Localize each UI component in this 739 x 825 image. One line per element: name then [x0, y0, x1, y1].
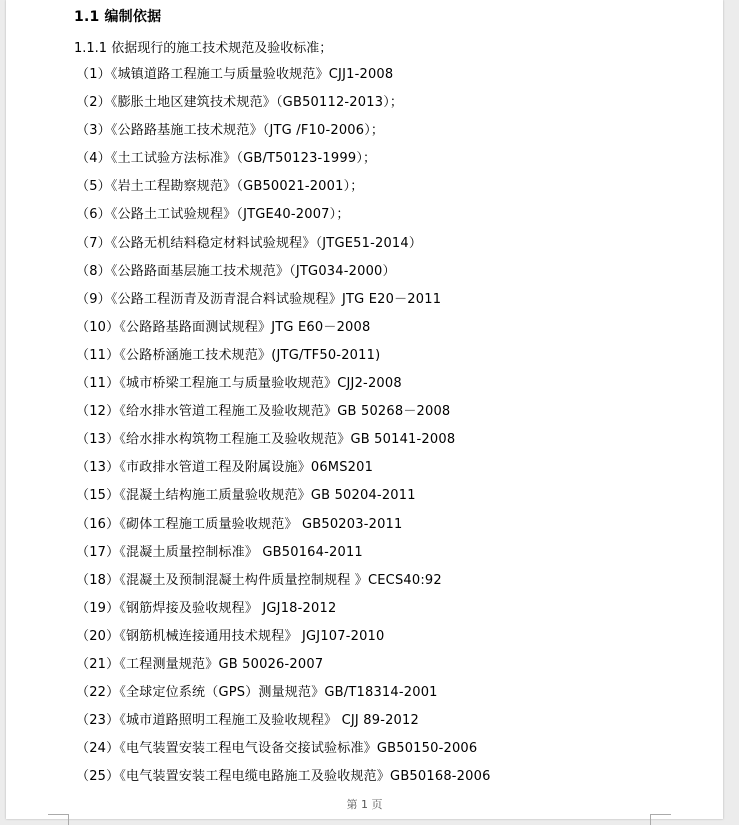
- document-page: [6, 0, 723, 819]
- reference-item: （1）《城镇道路工程施工与质量验收规范》CJJ1-2008: [76, 67, 394, 82]
- reference-item: （3）《公路路基施工技术规范》（JTG /F10-2006）；: [76, 123, 385, 139]
- reference-item: （5）《岩土工程勘察规范》（GB50021-2001）；: [76, 179, 364, 195]
- reference-item: （17）《混凝土质量控制标准》 GB50164-2011: [76, 544, 363, 560]
- reference-item: （13）《给水排水构筑物工程施工及验收规范》GB 50141-2008: [76, 432, 456, 448]
- reference-item: （6）《公路土工试验规程》（JTGE40-2007）；: [76, 207, 350, 223]
- reference-item: （11）《公路桥涵施工技术规范》(JTG/TF50-2011): [76, 347, 381, 363]
- page-number-footer: 第 1 页: [346, 798, 383, 811]
- reference-item: （16）《砌体工程施工质量验收规范》 GB50203-2011: [76, 516, 403, 532]
- reference-list: [76, 64, 491, 794]
- reference-item: （4）《土工试验方法标准》（GB/T50123-1999）；: [76, 151, 377, 167]
- reference-item: （21）《工程测量规范》GB 50026-2007: [76, 656, 324, 672]
- section-heading: 1.1 编制依据: [74, 9, 162, 25]
- reference-item: （22）《全球定位系统（GPS）测量规范》GB/T18314-2001: [76, 685, 438, 701]
- reference-item: （2）《膨胀土地区建筑技术规范》（GB50112-2013）；: [76, 95, 404, 111]
- reference-item: （23）《城市道路照明工程施工及验收规程》 CJJ 89-2012: [76, 713, 419, 729]
- reference-item: （15）《混凝土结构施工质量验收规范》GB 50204-2011: [76, 488, 416, 504]
- reference-item: （7）《公路无机结料稳定材料试验规程》（JTGE51-2014）: [76, 235, 423, 251]
- reference-item: （9）《公路工程沥青及沥青混合料试验规程》JTG E20－2011: [76, 291, 442, 307]
- reference-item: （18）《混凝土及预制混凝土构件质量控制规程 》CECS40:92: [76, 572, 442, 588]
- reference-item: （10）《公路路基路面测试规程》JTG E60－2008: [76, 319, 371, 335]
- reference-item: （20）《钢筋机械连接通用技术规程》 JGJ107-2010: [76, 628, 385, 644]
- reference-item: （13）《市政排水管道工程及附属设施》06MS201: [76, 460, 374, 476]
- reference-item: （19）《钢筋焊接及验收规程》 JGJ18-2012: [76, 600, 337, 616]
- reference-item: （25）《电气装置安装工程电缆电路施工及验收规范》GB50168-2006: [76, 769, 491, 785]
- reference-item: （8）《公路路面基层施工技术规范》（JTG034-2000）: [76, 263, 396, 279]
- reference-item: （11）《城市桥梁工程施工与质量验收规范》CJJ2-2008: [76, 376, 402, 392]
- reference-item: （24）《电气装置安装工程电气设备交接试验标准》GB50150-2006: [76, 741, 478, 757]
- subsection-line: 1.1.1 依据现行的施工技术规范及验收标准；: [74, 41, 333, 56]
- page-corner-marker-left: [48, 814, 69, 825]
- reference-item: （12）《给水排水管道工程施工及验收规范》GB 50268－2008: [76, 404, 451, 420]
- page-corner-marker-right: [650, 814, 671, 825]
